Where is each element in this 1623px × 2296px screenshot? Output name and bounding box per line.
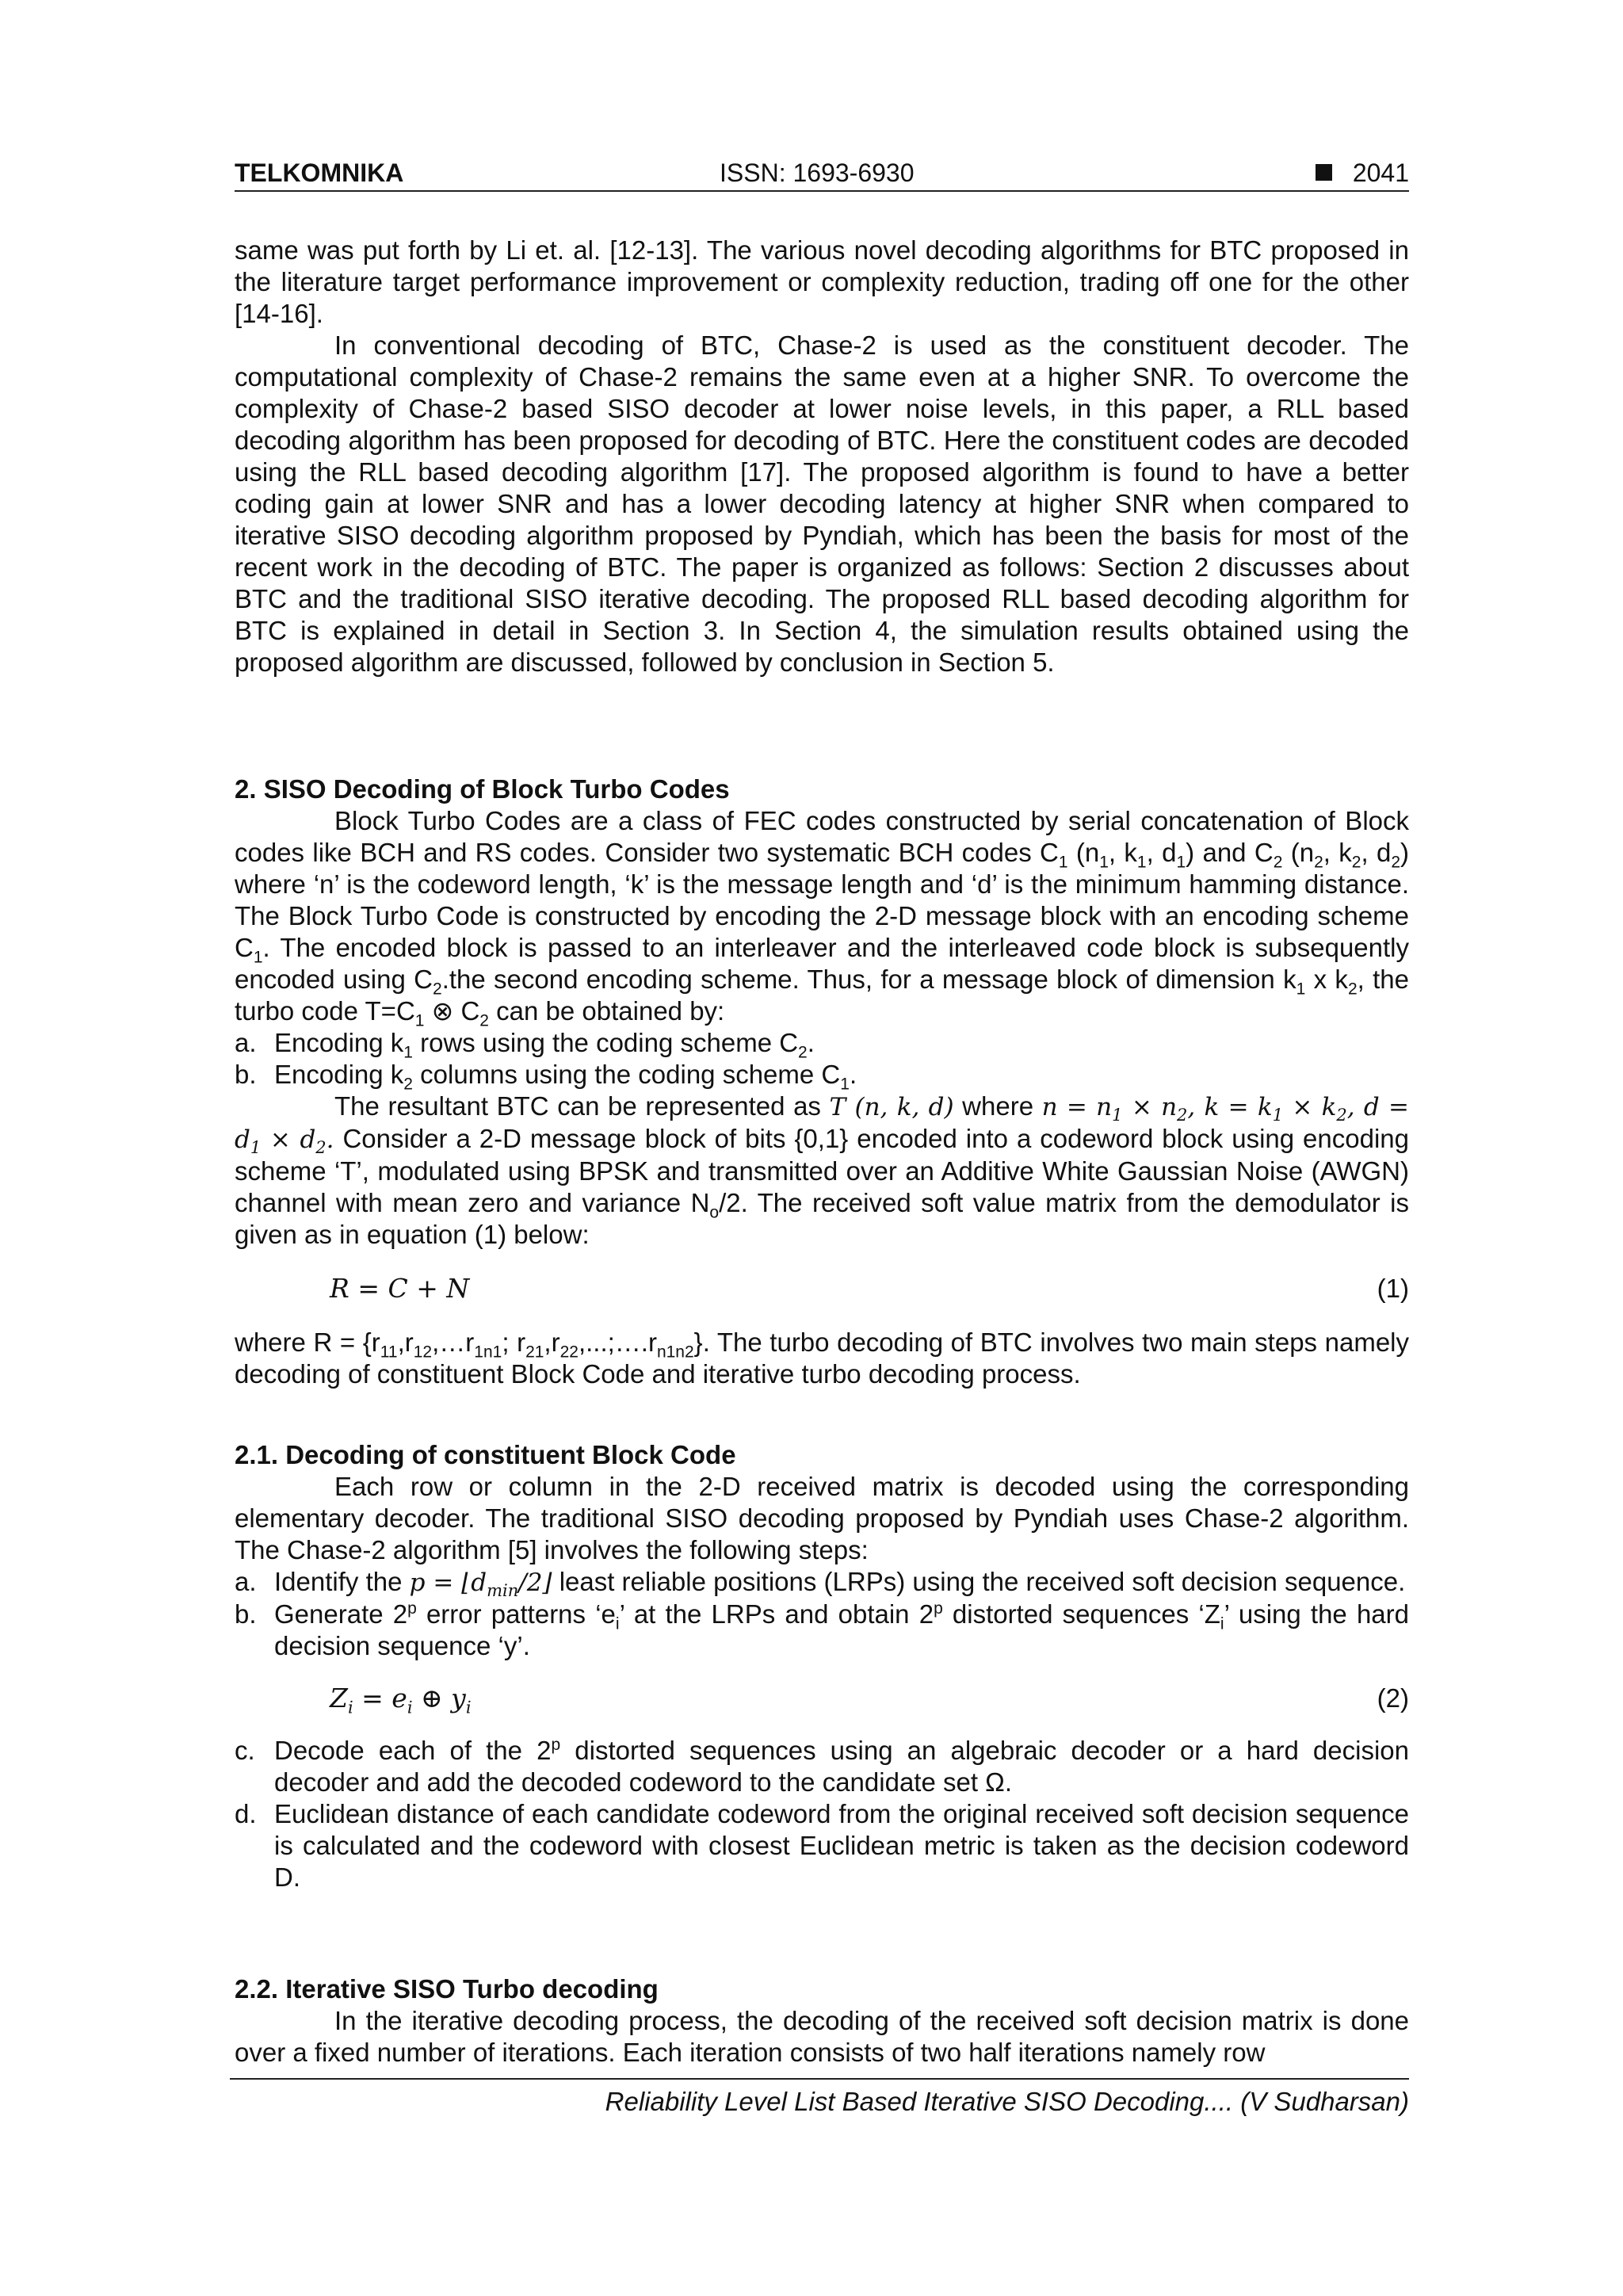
section-2-1 [235,1439,1409,1893]
square-bullet-icon [1316,164,1332,181]
paragraph: In conventional decoding of BTC, Chase-2 is used as the constituent decoder. The computational complexity of Chase-2 remains the same even at a higher SNR. To overcome the complexity of Chase-2 based SISO decoder at lower noise levels, in this paper, a RLL based decoding algorithm has been proposed for decoding of BTC. Here the constituent codes are decoded using the RLL based decoding algorithm [17]. The proposed algorithm is found to have a better coding gain at lower SNR and has a lower decoding latency at higher SNR when compared to iterative SISO decoding algorithm proposed by Pyndiah, which has been the basis for most of the recent work in the decoding of BTC. The paper is organized as follows: Section 2 discusses about BTC and the traditional SISO iterative decoding. The proposed RLL based decoding algorithm for BTC is explained in detail in Section 3. In Section 4, the simulation results obtained using the proposed algorithm are discussed, followed by conclusion in Section 5. [235,330,1409,677]
list-item: b. Generate 2$^p$ error patterns ‘$e_i$’ at the LRPs and obtain 2$^p$ distorted sequences ‘$Z_i$’ using the hard decision sequence ‘y’. [235,1599,1409,1660]
list-item: a. Identify the $p = ⌊d_{min}/2⌋$ least reliable positions (LRPs) using the received soft decision sequence. [235,1567,1406,1601]
list-item: c. Decode each of the 2$^p$ distorted sequences using an algebraic decoder or a hard decision decoder and add the decoded codeword to the candidate set Ω. [235,1736,1409,1797]
equation-1: R = C + N (1) [330,1273,1409,1304]
list-item: b. Encoding $k_2$ columns using the coding scheme $C_1$. [235,1060,857,1094]
paragraph: same was put forth by Li et. al. [12-13]. The various novel decoding algorithms for BTC proposed in the literature target performance improvement or complexity reduction, trading off one for the other [14-16]. [235,235,1409,328]
paragraph: where $R = \{r_{11},r_{12},\dots r_{1n1}$; $r_{21},r_{22},...;\dots.r_{n1n2}$}. The turbo decoding of BTC involves two main steps namely decoding of constituent Block Code and iterative turbo decoding process. [235,1328,1410,1389]
page-number: 2041 [1316,155,1409,190]
section-2 [235,774,1409,1390]
running-footer: Reliability Level List Based Iterative SISO Decoding.... (V Sudharsan) [605,2087,1409,2116]
journal-name: TELKOMNIKA [235,159,404,187]
running-header [235,155,1409,190]
section-2-2 [235,1973,1409,2069]
footer-rule [230,2078,1409,2080]
section-heading: 2.1. Decoding of constituent Block Code [235,1440,736,1469]
list-item: d. Euclidean distance of each candidate codeword from the original received soft decision sequence is calculated and the codeword with closest Euclidean metric is taken as the decision codeword D. [235,1799,1409,1892]
section-heading: 2. SISO Decoding of Block Turbo Codes [235,774,730,804]
paragraph: The resultant BTC can be represented as T (n, k, d) where $n = n_1 \times n_2$, $k = k_1 \times k_2$, $d = d_1 \times d_2$. Consider a 2-D message block of bits {0,1} encoded into a codeword block using encoding scheme ‘T’, modulated using BPSK and transmitted over an Additive White Gaussian Noise (AWGN) channel with mean zero and variance $N_o/2$. The received soft value matrix from the demodulator is given as in equation (1) below: [235,1091,1410,1249]
issn: ISSN: 1693-6930 [720,159,915,187]
intro-continuation [235,235,1409,678]
paragraph: Block Turbo Codes are a class of FEC codes constructed by serial concatenation of Block codes like BCH and RS codes. Consider two systematic BCH codes $C_1$ ($n_1$, $k_1$, $d_1$) and $C_2$ ($n_2$, $k_2$, $d_2$) where ‘n’ is the codeword length, ‘k’ is the message length and ‘d’ is the minimum hamming distance. The Block Turbo Code is constructed by encoding the 2-D message block with an encoding scheme $C_1$. The encoded block is passed to an interleaver and the interleaved code block is subsequently encoded using $C_2.the$ second encoding scheme. Thus, for a message block of dimension $k_1$ x $k_2$, the turbo code $T=C_1$ ⊗ $C_2$ can be obtained by: [235,806,1409,1030]
section-heading: 2.2. Iterative SISO Turbo decoding [235,1974,659,2004]
paragraph: In the iterative decoding process, the decoding of the received soft decision matrix is done over a fixed number of iterations. Each iteration consists of two half iterations namely row [235,2006,1409,2067]
list-item: a. Encoding $k_1$ rows using the coding scheme $C_2$. [235,1028,815,1062]
header-rule [235,190,1409,192]
equation-2: $Z_i = e_i$ ⊕ $y_i$ (2) [330,1683,1409,1717]
paragraph: Each row or column in the 2-D received matrix is decoded using the corresponding elementary decoder. The traditional SISO decoding proposed by Pyndiah uses Chase-2 algorithm. The Chase-2 algorithm [5] involves the following steps: [235,1472,1409,1564]
